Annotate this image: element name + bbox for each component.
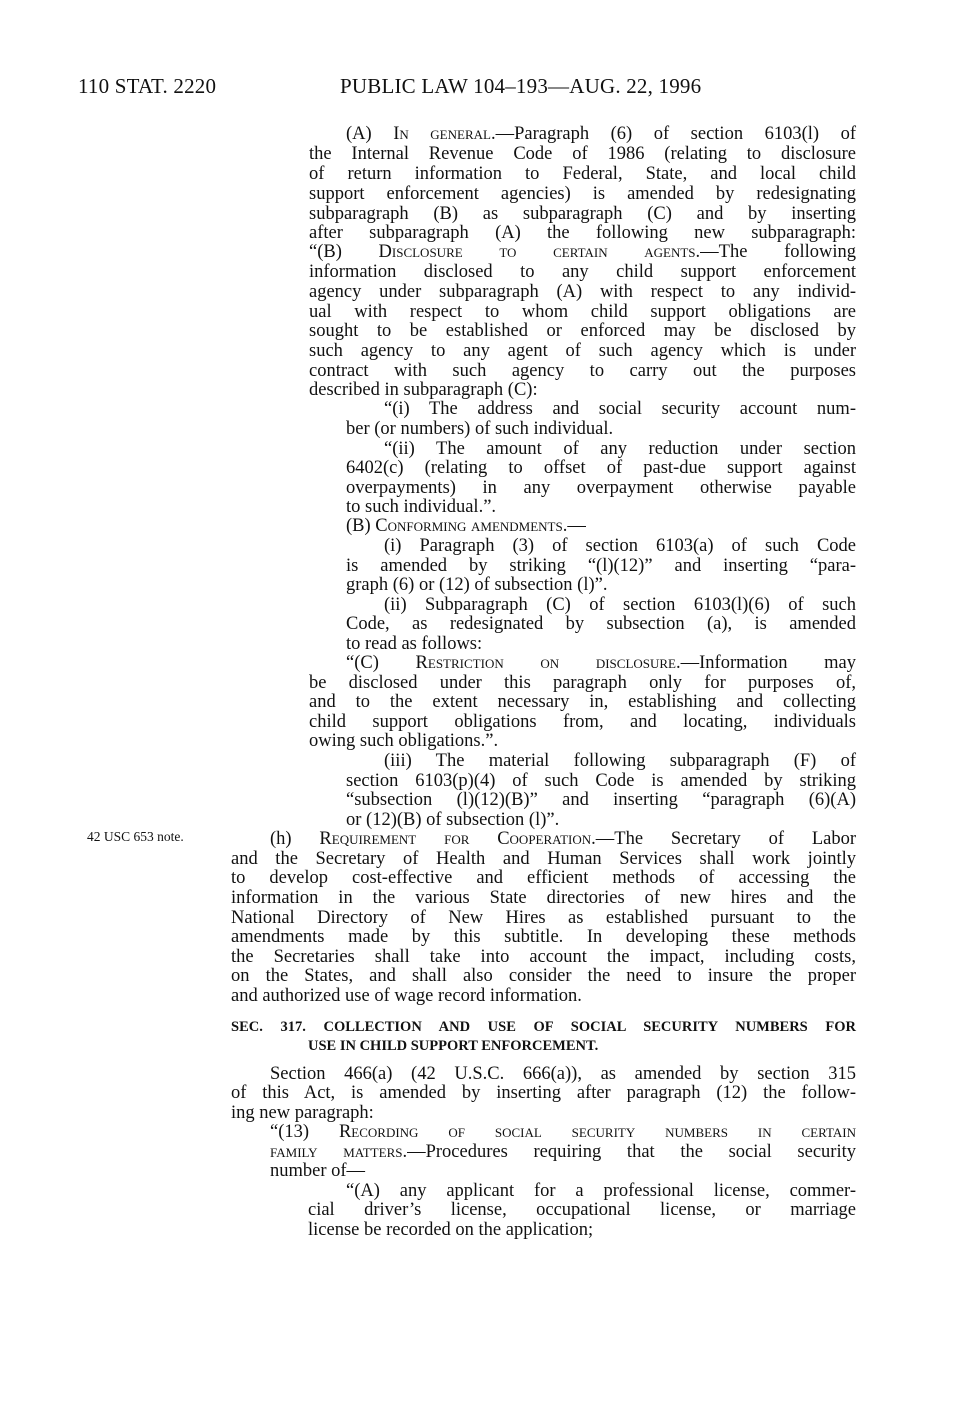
text-line: “(ii) The amount of any reduction under section (384, 439, 856, 459)
text-line: “subsection (l)(12)(B)” and inserting “paragraph (6)(A) (346, 790, 856, 810)
text-line: (A) In general.—Paragraph (6) of section 6103(l) of (346, 124, 856, 144)
text-line: child support obligations from, and locating, individuals (309, 712, 856, 732)
text-line: information disclosed to any child support enforcement (309, 262, 856, 282)
text-line: section 6103(p)(4) of such Code is amended by striking (346, 771, 856, 791)
text-line: ual with respect to whom child support obligations are (309, 302, 856, 322)
text-line: license be recorded on the application; (308, 1220, 594, 1240)
text-line: graph (6) or (12) of subsection (l)”. (346, 575, 608, 595)
text-line: ber (or numbers) of such individual. (346, 419, 614, 439)
text-line: Code, as redesignated by subsection (a), is amended (346, 614, 856, 634)
text-line: be disclosed under this paragraph only for purposes of, (309, 673, 856, 693)
text-line: National Directory of New Hires as established pursuant to the (231, 908, 856, 928)
text-line: described in subparagraph (C): (309, 380, 538, 400)
text-line: (B) Conforming amendments.— (346, 516, 586, 536)
text-line: and to the extent necessary in, establishing and collecting (309, 692, 856, 712)
text-line: such agency to any agent of such agency which is under (309, 341, 856, 361)
text-line: overpayments) in any overpayment otherwise payable (346, 478, 856, 498)
section-heading: SEC. 317. COLLECTION AND USE OF SOCIAL SECURITY NUMBERS FOR (231, 1019, 856, 1035)
text-line: sought to be established or enforced may be disclosed by (309, 321, 856, 341)
text-line: “(A) any applicant for a professional license, commer- (346, 1181, 856, 1201)
margin-citation-note: 42 USC 653 note. (87, 829, 184, 844)
text-line: contract with such agency to carry out the purposes (309, 361, 856, 381)
page-public-law-header: PUBLIC LAW 104–193—AUG. 22, 1996 (340, 74, 702, 98)
text-line: ing new paragraph: (231, 1103, 374, 1123)
text-line: and authorized use of wage record information. (231, 986, 582, 1006)
text-line: “(13) Recording of social security numbers in certain (270, 1122, 856, 1142)
text-line: amendments made by this subtitle. In developing these methods (231, 927, 856, 947)
text-line: subparagraph (B) as subparagraph (C) and by inserting (309, 204, 856, 224)
text-line: of return information to Federal, State, and local child (309, 164, 856, 184)
text-line: or (12)(B) of subsection (l)”. (346, 810, 560, 830)
text-line: the Secretaries shall take into account the impact, including costs, (231, 947, 856, 967)
text-line: on the States, and shall also consider the need to insure the proper (231, 966, 856, 986)
text-line: to develop cost-effective and efficient methods of accessing the (231, 868, 856, 888)
text-line: Section 466(a) (42 U.S.C. 666(a)), as amended by section 315 (270, 1064, 856, 1084)
text-line: to read as follows: (346, 634, 483, 654)
text-line: (iii) The material following subparagraph (F) of (384, 751, 856, 771)
section-heading-continued: USE IN CHILD SUPPORT ENFORCEMENT. (308, 1038, 599, 1054)
text-line: (h) Requirement for Cooperation.—The Secretary of Labor (270, 829, 856, 849)
page-stat-header: 110 STAT. 2220 (78, 74, 217, 98)
text-line: 6402(c) (relating to offset of past-due support against (346, 458, 856, 478)
text-line: cial driver’s license, occupational license, or marriage (308, 1200, 856, 1220)
text-line: the Internal Revenue Code of 1986 (relating to disclosure (309, 144, 856, 164)
text-line: after subparagraph (A) the following new subparagraph: (309, 223, 856, 243)
text-line: “(i) The address and social security account num- (384, 399, 856, 419)
text-line: support enforcement agencies) is amended by redesignating (309, 184, 856, 204)
text-line: to such individual.”. (346, 497, 497, 517)
text-line: family matters.—Procedures requiring that the social security (270, 1142, 856, 1162)
text-line: (ii) Subparagraph (C) of section 6103(l)(6) of such (384, 595, 856, 615)
text-line: information in the various State directories of new hires and the (231, 888, 856, 908)
text-line: “(C) Restriction on disclosure.—Information may (346, 653, 857, 673)
text-line: and the Secretary of Health and Human Services shall work jointly (231, 849, 856, 869)
text-line: owing such obligations.”. (309, 731, 499, 751)
text-line: is amended by striking “(l)(12)” and inserting “para- (346, 556, 856, 576)
text-line: of this Act, is amended by inserting after paragraph (12) the follow- (231, 1083, 856, 1103)
text-line: “(B) Disclosure to certain agents.—The following (309, 242, 857, 262)
text-line: number of— (270, 1161, 366, 1181)
text-line: agency under subparagraph (A) with respect to any individ- (309, 282, 856, 302)
text-line: (i) Paragraph (3) of section 6103(a) of such Code (384, 536, 856, 556)
